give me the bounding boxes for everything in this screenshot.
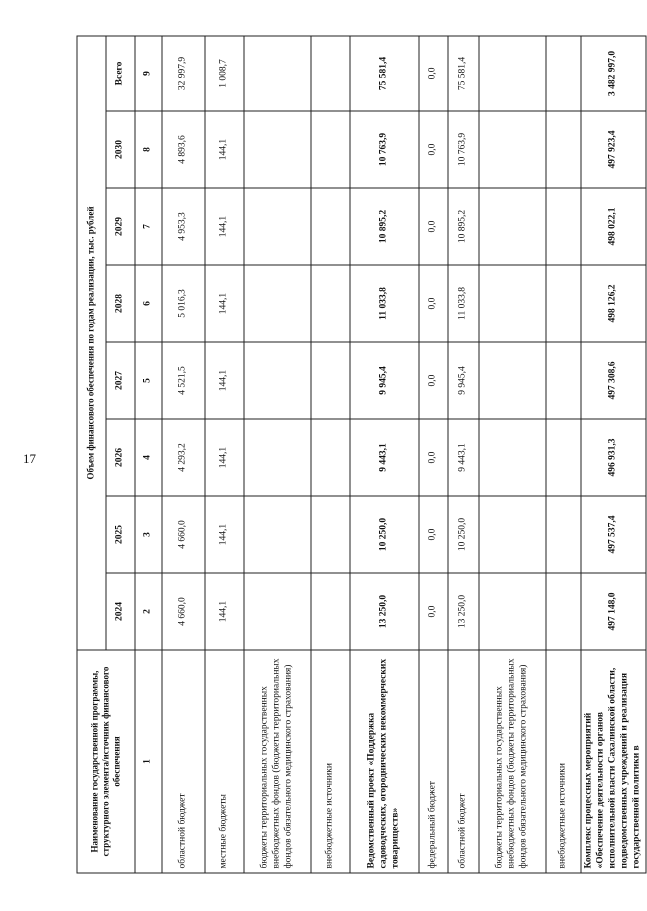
cell-value: 498 126,2 bbox=[581, 265, 646, 342]
cell-value: 0,0 bbox=[419, 573, 448, 650]
cell-value: 4 293,2 bbox=[162, 419, 205, 496]
cell-value: 497 308,6 bbox=[581, 342, 646, 419]
cell-value bbox=[311, 573, 350, 650]
cell-value: 144,1 bbox=[205, 419, 244, 496]
cell-value: 496 931,3 bbox=[581, 419, 646, 496]
cell-value: 144,1 bbox=[205, 188, 244, 265]
cell-value bbox=[479, 496, 546, 573]
cell-value: 497 148,0 bbox=[581, 573, 646, 650]
finance-table bbox=[77, 35, 647, 873]
cell-value bbox=[311, 111, 350, 188]
row-label: бюджеты территориальных государственных внебюджетных фондов (бюджеты территориальных фондов обязательного медицинского страхования) bbox=[244, 650, 311, 873]
column-number: 6 bbox=[135, 265, 162, 342]
cell-value: 13 250,0 bbox=[350, 573, 419, 650]
cell-value: 0,0 bbox=[419, 111, 448, 188]
column-number: 1 bbox=[135, 650, 162, 873]
table-row bbox=[162, 36, 205, 873]
cell-value: 4 893,6 bbox=[162, 111, 205, 188]
column-number: 7 bbox=[135, 188, 162, 265]
cell-value: 10 763,9 bbox=[448, 111, 479, 188]
page-number: 17 bbox=[23, 451, 36, 466]
year-header: 2028 bbox=[106, 265, 135, 342]
row-label: Комплекс процессных мероприятий «Обеспечение деятельности органов исполнительной власти Сахалинской области, подведомственных учреждений и реализация государственной политики в bbox=[581, 650, 646, 873]
cell-value bbox=[479, 573, 546, 650]
cell-value: 0,0 bbox=[419, 419, 448, 496]
table-row bbox=[311, 36, 350, 873]
table-row bbox=[205, 36, 244, 873]
cell-total: 0,0 bbox=[419, 36, 448, 111]
column-number: 3 bbox=[135, 496, 162, 573]
cell-value: 4 521,5 bbox=[162, 342, 205, 419]
cell-value: 0,0 bbox=[419, 188, 448, 265]
cell-total: 1 008,7 bbox=[205, 36, 244, 111]
year-header: 2029 bbox=[106, 188, 135, 265]
cell-value bbox=[479, 265, 546, 342]
cell-value: 144,1 bbox=[205, 111, 244, 188]
cell-total bbox=[244, 36, 311, 111]
cell-value bbox=[479, 111, 546, 188]
cell-total bbox=[546, 36, 581, 111]
row-label: Ведомственный проект «Поддержка садоводческих, огороднических некоммерческих товариществ» bbox=[350, 650, 419, 873]
cell-value: 11 033,8 bbox=[448, 265, 479, 342]
column-number: 8 bbox=[135, 111, 162, 188]
cell-value bbox=[479, 342, 546, 419]
cell-value: 144,1 bbox=[205, 573, 244, 650]
table-row bbox=[581, 36, 646, 873]
cell-total: 32 997,9 bbox=[162, 36, 205, 111]
column-number: 4 bbox=[135, 419, 162, 496]
cell-value: 4 660,0 bbox=[162, 496, 205, 573]
cell-value: 13 250,0 bbox=[448, 573, 479, 650]
column-number-row bbox=[135, 36, 162, 873]
cell-value: 0,0 bbox=[419, 496, 448, 573]
cell-value bbox=[546, 188, 581, 265]
name-column-header: Наименование государственной программы, структурного элемента/источник финансового обеспечения bbox=[77, 650, 135, 873]
year-header: 2030 bbox=[106, 111, 135, 188]
cell-value bbox=[546, 265, 581, 342]
cell-value: 144,1 bbox=[205, 342, 244, 419]
year-header: 2025 bbox=[106, 496, 135, 573]
row-label: областной бюджет bbox=[162, 650, 205, 873]
cell-value bbox=[311, 188, 350, 265]
row-label: внебюджетные источники bbox=[311, 650, 350, 873]
row-label: местные бюджеты bbox=[205, 650, 244, 873]
year-header: 2026 bbox=[106, 419, 135, 496]
cell-total: 75 581,4 bbox=[448, 36, 479, 111]
cell-value: 10 763,9 bbox=[350, 111, 419, 188]
finance-group-header: Объем финансового обеспечения по годам реализации, тыс. рублей bbox=[77, 36, 106, 650]
cell-value: 0,0 bbox=[419, 342, 448, 419]
table-row bbox=[419, 36, 448, 873]
cell-value: 144,1 bbox=[205, 496, 244, 573]
cell-value: 144,1 bbox=[205, 265, 244, 342]
cell-value bbox=[546, 342, 581, 419]
table-row bbox=[479, 36, 546, 873]
cell-value: 10 895,2 bbox=[448, 188, 479, 265]
cell-value bbox=[546, 573, 581, 650]
cell-value bbox=[244, 419, 311, 496]
cell-value bbox=[244, 496, 311, 573]
cell-value bbox=[311, 265, 350, 342]
column-number: 2 bbox=[135, 573, 162, 650]
cell-value bbox=[311, 496, 350, 573]
total-header: Всего bbox=[106, 36, 135, 111]
cell-value bbox=[244, 342, 311, 419]
cell-value: 10 895,2 bbox=[350, 188, 419, 265]
column-number: 9 bbox=[135, 36, 162, 111]
cell-value: 10 250,0 bbox=[448, 496, 479, 573]
table-row bbox=[546, 36, 581, 873]
cell-value bbox=[244, 188, 311, 265]
row-label: федеральный бюджет bbox=[419, 650, 448, 873]
cell-value: 0,0 bbox=[419, 265, 448, 342]
table-row bbox=[350, 36, 419, 873]
cell-value bbox=[244, 111, 311, 188]
cell-value: 9 443,1 bbox=[350, 419, 419, 496]
cell-value: 497 537,4 bbox=[581, 496, 646, 573]
cell-value: 9 945,4 bbox=[448, 342, 479, 419]
cell-value: 497 923,4 bbox=[581, 111, 646, 188]
row-label: областной бюджет bbox=[448, 650, 479, 873]
cell-value bbox=[479, 419, 546, 496]
cell-total bbox=[479, 36, 546, 111]
cell-value: 9 443,1 bbox=[448, 419, 479, 496]
row-label: бюджеты территориальных государственных внебюджетных фондов (бюджеты территориальных фондов обязательного медицинского страхования) bbox=[479, 650, 546, 873]
cell-value bbox=[546, 496, 581, 573]
cell-value: 5 016,3 bbox=[162, 265, 205, 342]
cell-total bbox=[311, 36, 350, 111]
cell-value bbox=[311, 342, 350, 419]
year-header: 2027 bbox=[106, 342, 135, 419]
table-row bbox=[448, 36, 479, 873]
cell-value bbox=[244, 573, 311, 650]
column-number: 5 bbox=[135, 342, 162, 419]
cell-value bbox=[244, 265, 311, 342]
cell-value: 10 250,0 bbox=[350, 496, 419, 573]
cell-value bbox=[546, 419, 581, 496]
cell-total: 75 581,4 bbox=[350, 36, 419, 111]
cell-value bbox=[479, 188, 546, 265]
cell-value: 11 033,8 bbox=[350, 265, 419, 342]
cell-value: 4 953,3 bbox=[162, 188, 205, 265]
row-label: внебюджетные источники bbox=[546, 650, 581, 873]
cell-value: 498 022,1 bbox=[581, 188, 646, 265]
cell-value: 9 945,4 bbox=[350, 342, 419, 419]
cell-value bbox=[311, 419, 350, 496]
cell-total: 3 482 997,0 bbox=[581, 36, 646, 111]
rotated-table-container bbox=[77, 37, 642, 874]
table-row bbox=[244, 36, 311, 873]
cell-value bbox=[546, 111, 581, 188]
year-header: 2024 bbox=[106, 573, 135, 650]
cell-value: 4 660,0 bbox=[162, 573, 205, 650]
